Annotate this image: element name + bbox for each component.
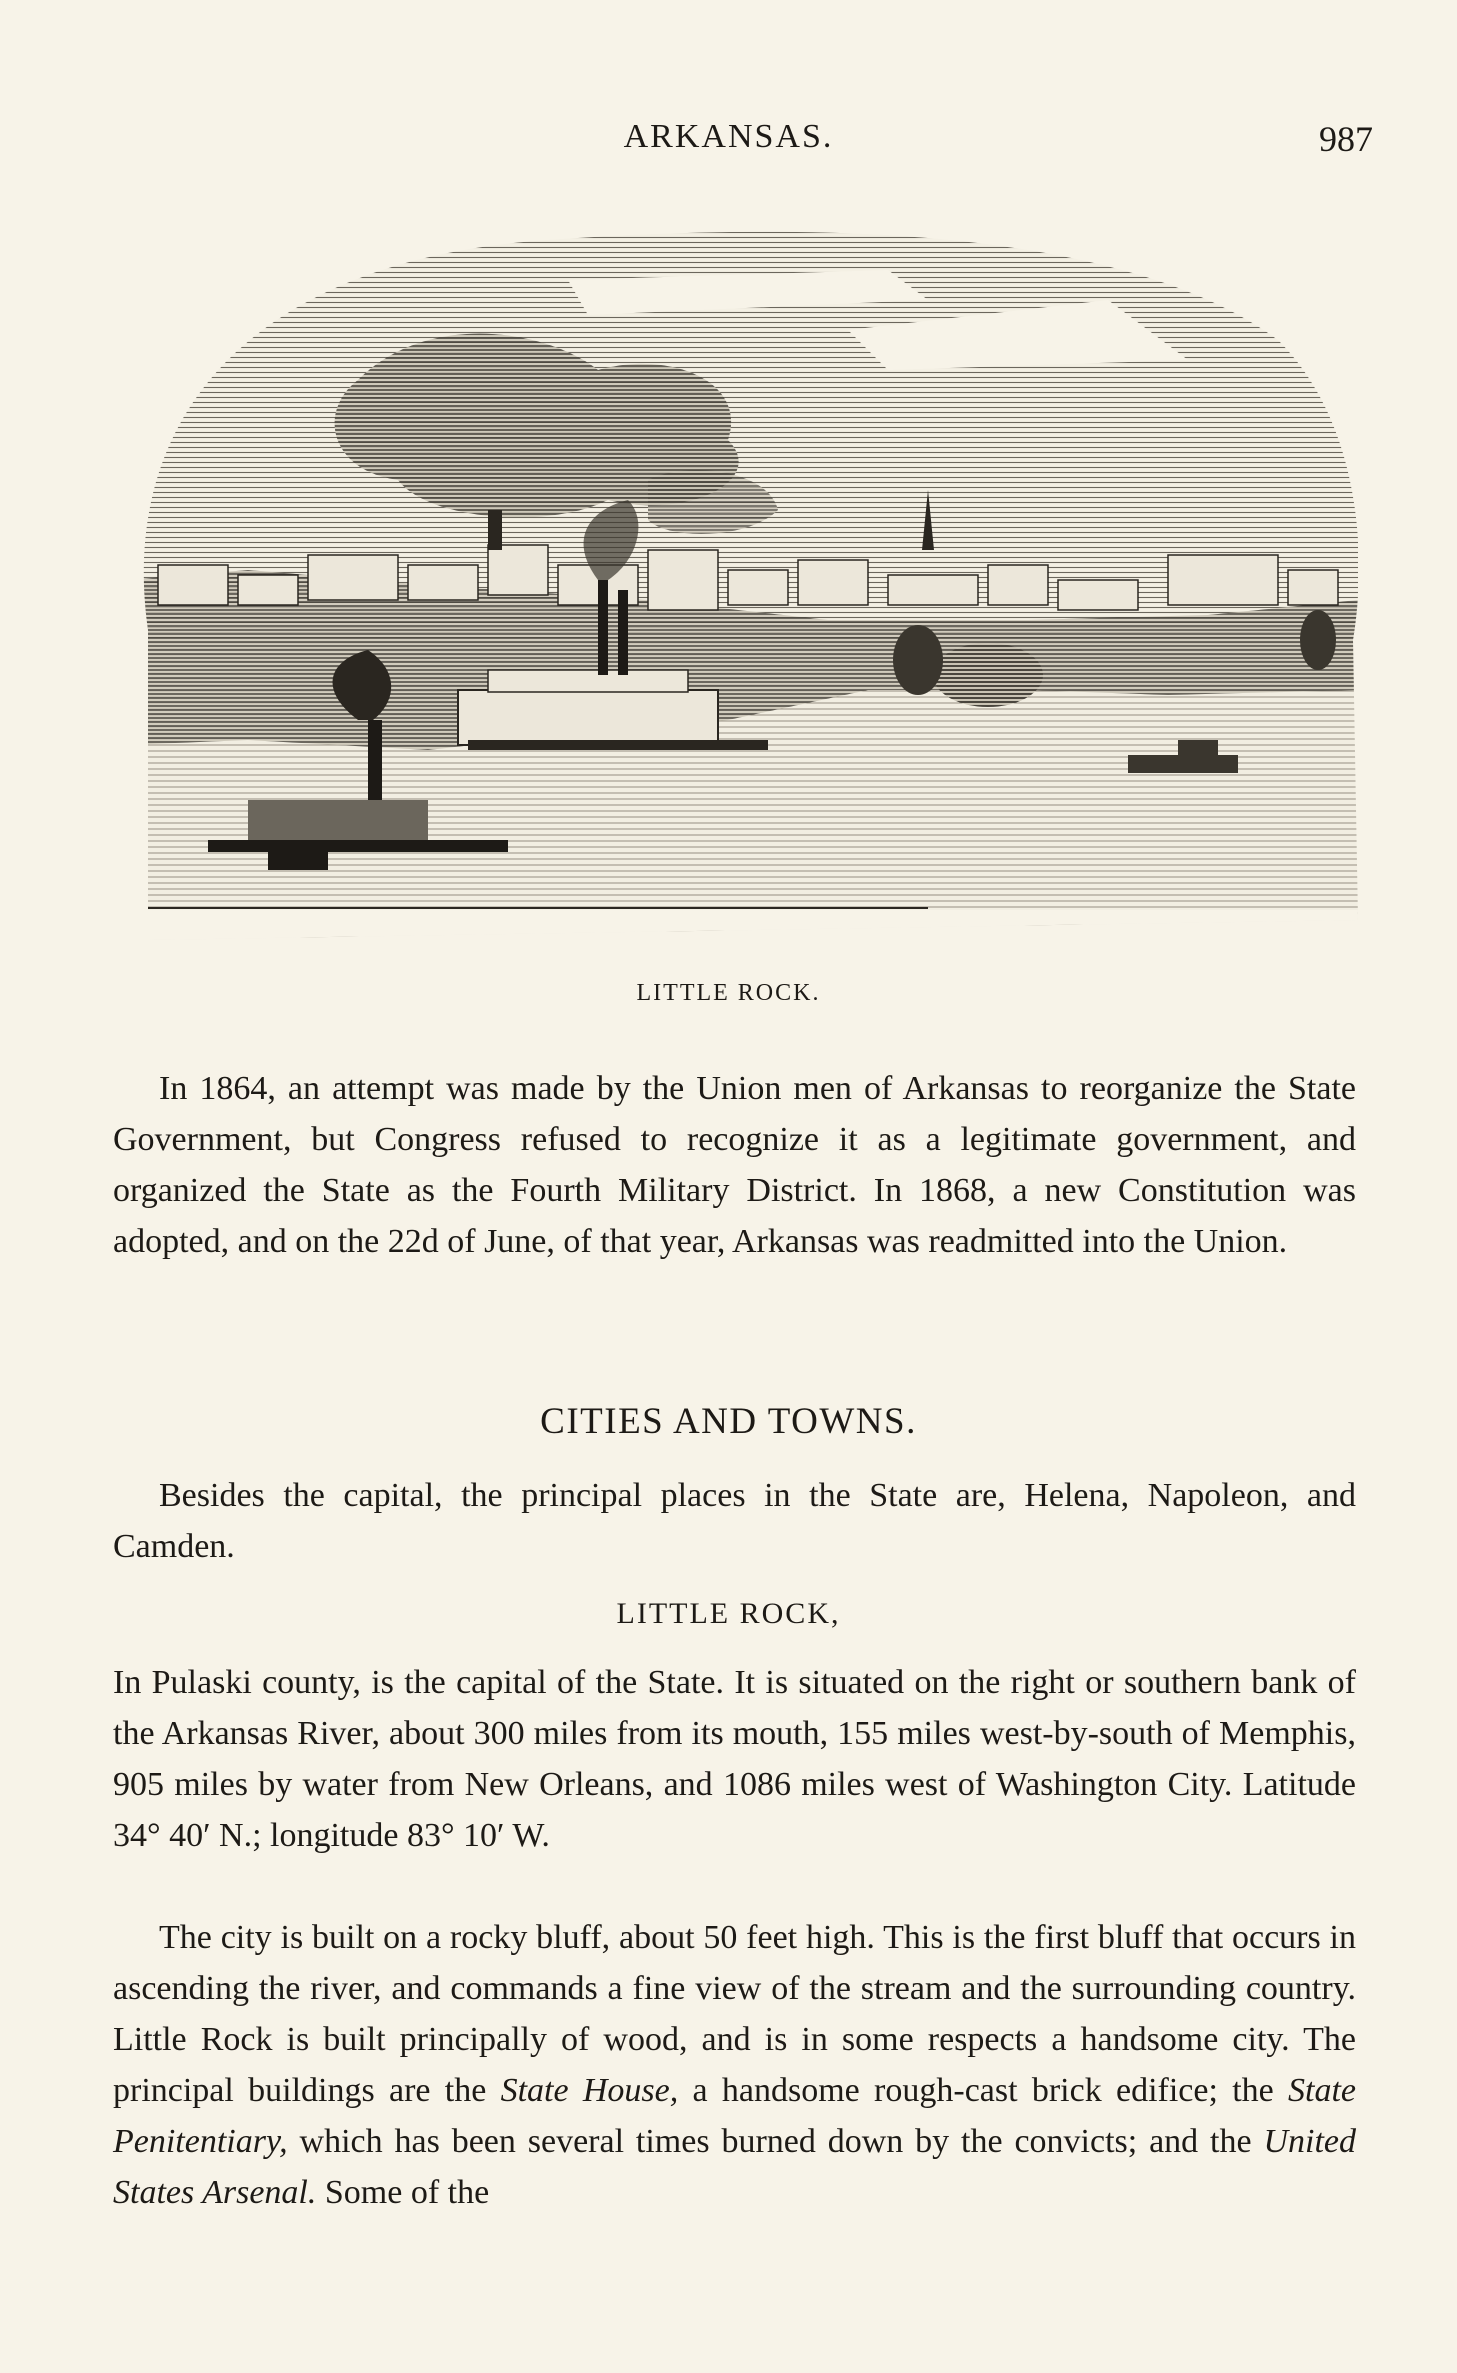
united-states-arsenal-name: United States Arsenal. — [113, 2123, 1356, 2211]
state-penitentiary-name: State Penitentiary, — [113, 2072, 1356, 2160]
running-head — [0, 118, 1457, 168]
paragraph-reconstruction: In 1864, an attempt was made by the Union men of Arkansas to reorganize the State Government, but Congress refused to recognize it as a legitimate government, and organized the State as the Fourth Military District. In 1868, a new Constitution was adopted, and on the 22d of June, of that year, Arkansas was readmitted into the Union. — [113, 1070, 1356, 1260]
engraving-drawing — [128, 220, 1358, 965]
paragraph-little-rock-description — [113, 1912, 1356, 2218]
section-heading-cities-and-towns: CITIES AND TOWNS. — [540, 1401, 917, 1442]
paragraph-text: which has been several times burned down by the convicts; and the — [287, 2123, 1264, 2160]
paragraph-principal-places: Besides the capital, the principal places in the State are, Helena, Napoleon, and Camden. — [113, 1477, 1356, 1565]
little-rock-engraving — [128, 220, 1358, 965]
illustration-caption: LITTLE ROCK. — [636, 980, 821, 1006]
page-number: 987 — [1319, 119, 1373, 159]
state-house-name: State House, — [500, 2072, 679, 2109]
paragraph-text: The city is built on a rocky bluff, about 50 feet high. This is the first bluff that occurs in ascending the river, and commands a fine view of the stream and the surrounding country. Little Rock is built principally of wood, and is in some respects a handsome city. The principal buildings are the — [113, 1919, 1356, 2109]
paragraph-text: a handsome rough-cast brick edifice; the — [678, 2072, 1289, 2109]
subsection-heading-little-rock: LITTLE ROCK, — [616, 1597, 841, 1630]
paragraph-little-rock-location: In Pulaski county, is the capital of the State. It is situated on the right or southern bank of the Arkansas River, about 300 miles from its mouth, 155 miles west-by-south of Memphis, 905 miles by water from New Orleans, and 1086 miles west of Washington City. Latitude 34° 40′ N.; longitude 83° 10′ W. — [113, 1664, 1356, 1854]
running-title: ARKANSAS. — [623, 118, 834, 155]
paragraph-text: Some of the — [316, 2174, 490, 2211]
